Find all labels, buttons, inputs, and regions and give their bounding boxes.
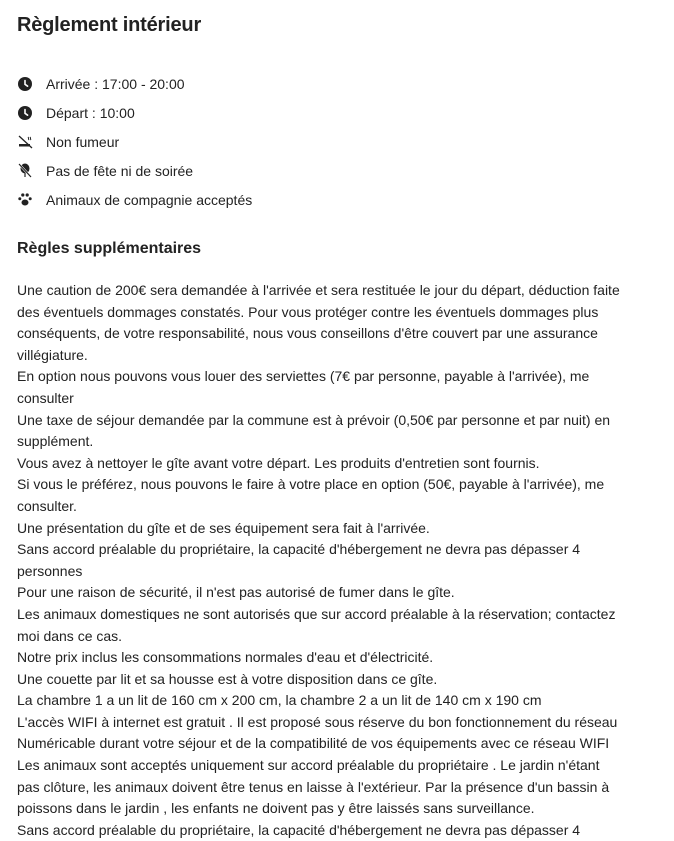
- rule-text-line: villégiature.: [17, 346, 88, 363]
- additional-rules-title: Règles supplémentaires: [17, 240, 202, 257]
- rule-checkout: [17, 98, 252, 127]
- rule-text-line: La chambre 1 a un lit de 160 cm x 200 cm, la chambre 2 a un lit de 140 cm x 190 cm: [17, 692, 542, 709]
- rule-text-line: conséquents, de votre responsabilité, nous vous conseillons d'être couvert par une assurance: [17, 325, 598, 342]
- rule-text-line: En option nous pouvons vous louer des serviettes (7€ par personne, payable à l'arrivée), me: [17, 368, 590, 385]
- rule-text-line: supplément.: [17, 433, 94, 450]
- rule-no-smoking: [17, 127, 252, 156]
- rule-text-line: Les animaux domestiques ne sont autorisés que sur accord préalable à la réservation; contactez: [17, 605, 616, 622]
- house-rules-list: [17, 69, 252, 214]
- rule-text-line: Vous avez à nettoyer le gîte avant votre départ. Les produits d'entretien sont fournis.: [17, 454, 540, 471]
- page-title: Règlement intérieur: [17, 14, 202, 36]
- rule-checkin: [17, 69, 252, 98]
- no-party-icon: [17, 163, 33, 179]
- rule-text-line: Sans accord préalable du propriétaire, la capacité d'hébergement ne devra pas dépasser 4: [17, 821, 581, 838]
- rule-text-line: des éventuels dommages constatés. Pour vous protéger contre les éventuels dommages plus: [17, 303, 599, 320]
- additional-rules-text: [17, 280, 620, 841]
- rule-text-line: poissons dans le jardin , les enfants ne doivent pas y être laissés sans surveillance.: [17, 800, 535, 817]
- rule-text-line: Une couette par lit et sa housse est à votre disposition dans ce gîte.: [17, 670, 438, 687]
- rule-text-line: Une caution de 200€ sera demandée à l'arrivée et sera restituée le jour du départ, déduction faite: [17, 282, 620, 298]
- clock-icon: [17, 105, 33, 121]
- rule-label: Animaux de compagnie acceptés: [46, 191, 253, 208]
- rule-text-line: Notre prix inclus les consommations normales d'eau et d'électricité.: [17, 649, 434, 666]
- rule-text-line: Pour une raison de sécurité, il n'est pas autorisé de fumer dans le gîte.: [17, 584, 455, 601]
- rule-text-line: moi dans ce cas.: [17, 627, 123, 644]
- rule-no-parties: [17, 156, 252, 185]
- rule-text-line: Sans accord préalable du propriétaire, la capacité d'hébergement ne devra pas dépasser 4: [17, 541, 581, 558]
- paw-icon: [17, 192, 33, 208]
- rule-text-line: Une taxe de séjour demandée par la commune est à prévoir (0,50€ par personne et par nuit) en: [17, 411, 611, 428]
- rule-label: Départ : 10:00: [46, 104, 135, 121]
- rule-text-line: L'accès WIFI à internet est gratuit . Il est proposé sous réserve du bon fonctionnement du réseau: [17, 713, 618, 730]
- rule-text-line: Si vous le préférez, nous pouvons le faire à votre place en option (50€, payable à l'arrivée), me: [17, 476, 605, 493]
- rule-text-line: pas clôture, les animaux doivent être tenus en laisse à l'extérieur. Par la présence d'un bassin à: [17, 778, 610, 795]
- rule-text-line: consulter.: [17, 497, 77, 514]
- rule-label: Arrivée : 17:00 - 20:00: [46, 75, 185, 92]
- rule-text-line: Une présentation du gîte et de ses équipement sera fait à l'arrivée.: [17, 519, 430, 536]
- rule-text-line: consulter: [17, 389, 74, 406]
- rule-text-line: Les animaux sont acceptés uniquement sur accord préalable du propriétaire . Le jardin n'étant: [17, 757, 600, 774]
- rule-text-line: Numéricable durant votre séjour et de la compatibilité de vos équipements avec ce réseau WIFI: [17, 735, 610, 752]
- rule-pets-allowed: [17, 185, 252, 214]
- clock-icon: [17, 76, 33, 92]
- no-smoking-icon: [17, 134, 33, 150]
- rule-label: Non fumeur: [46, 133, 120, 150]
- rule-label: Pas de fête ni de soirée: [46, 162, 194, 179]
- rule-text-line: personnes: [17, 562, 83, 579]
